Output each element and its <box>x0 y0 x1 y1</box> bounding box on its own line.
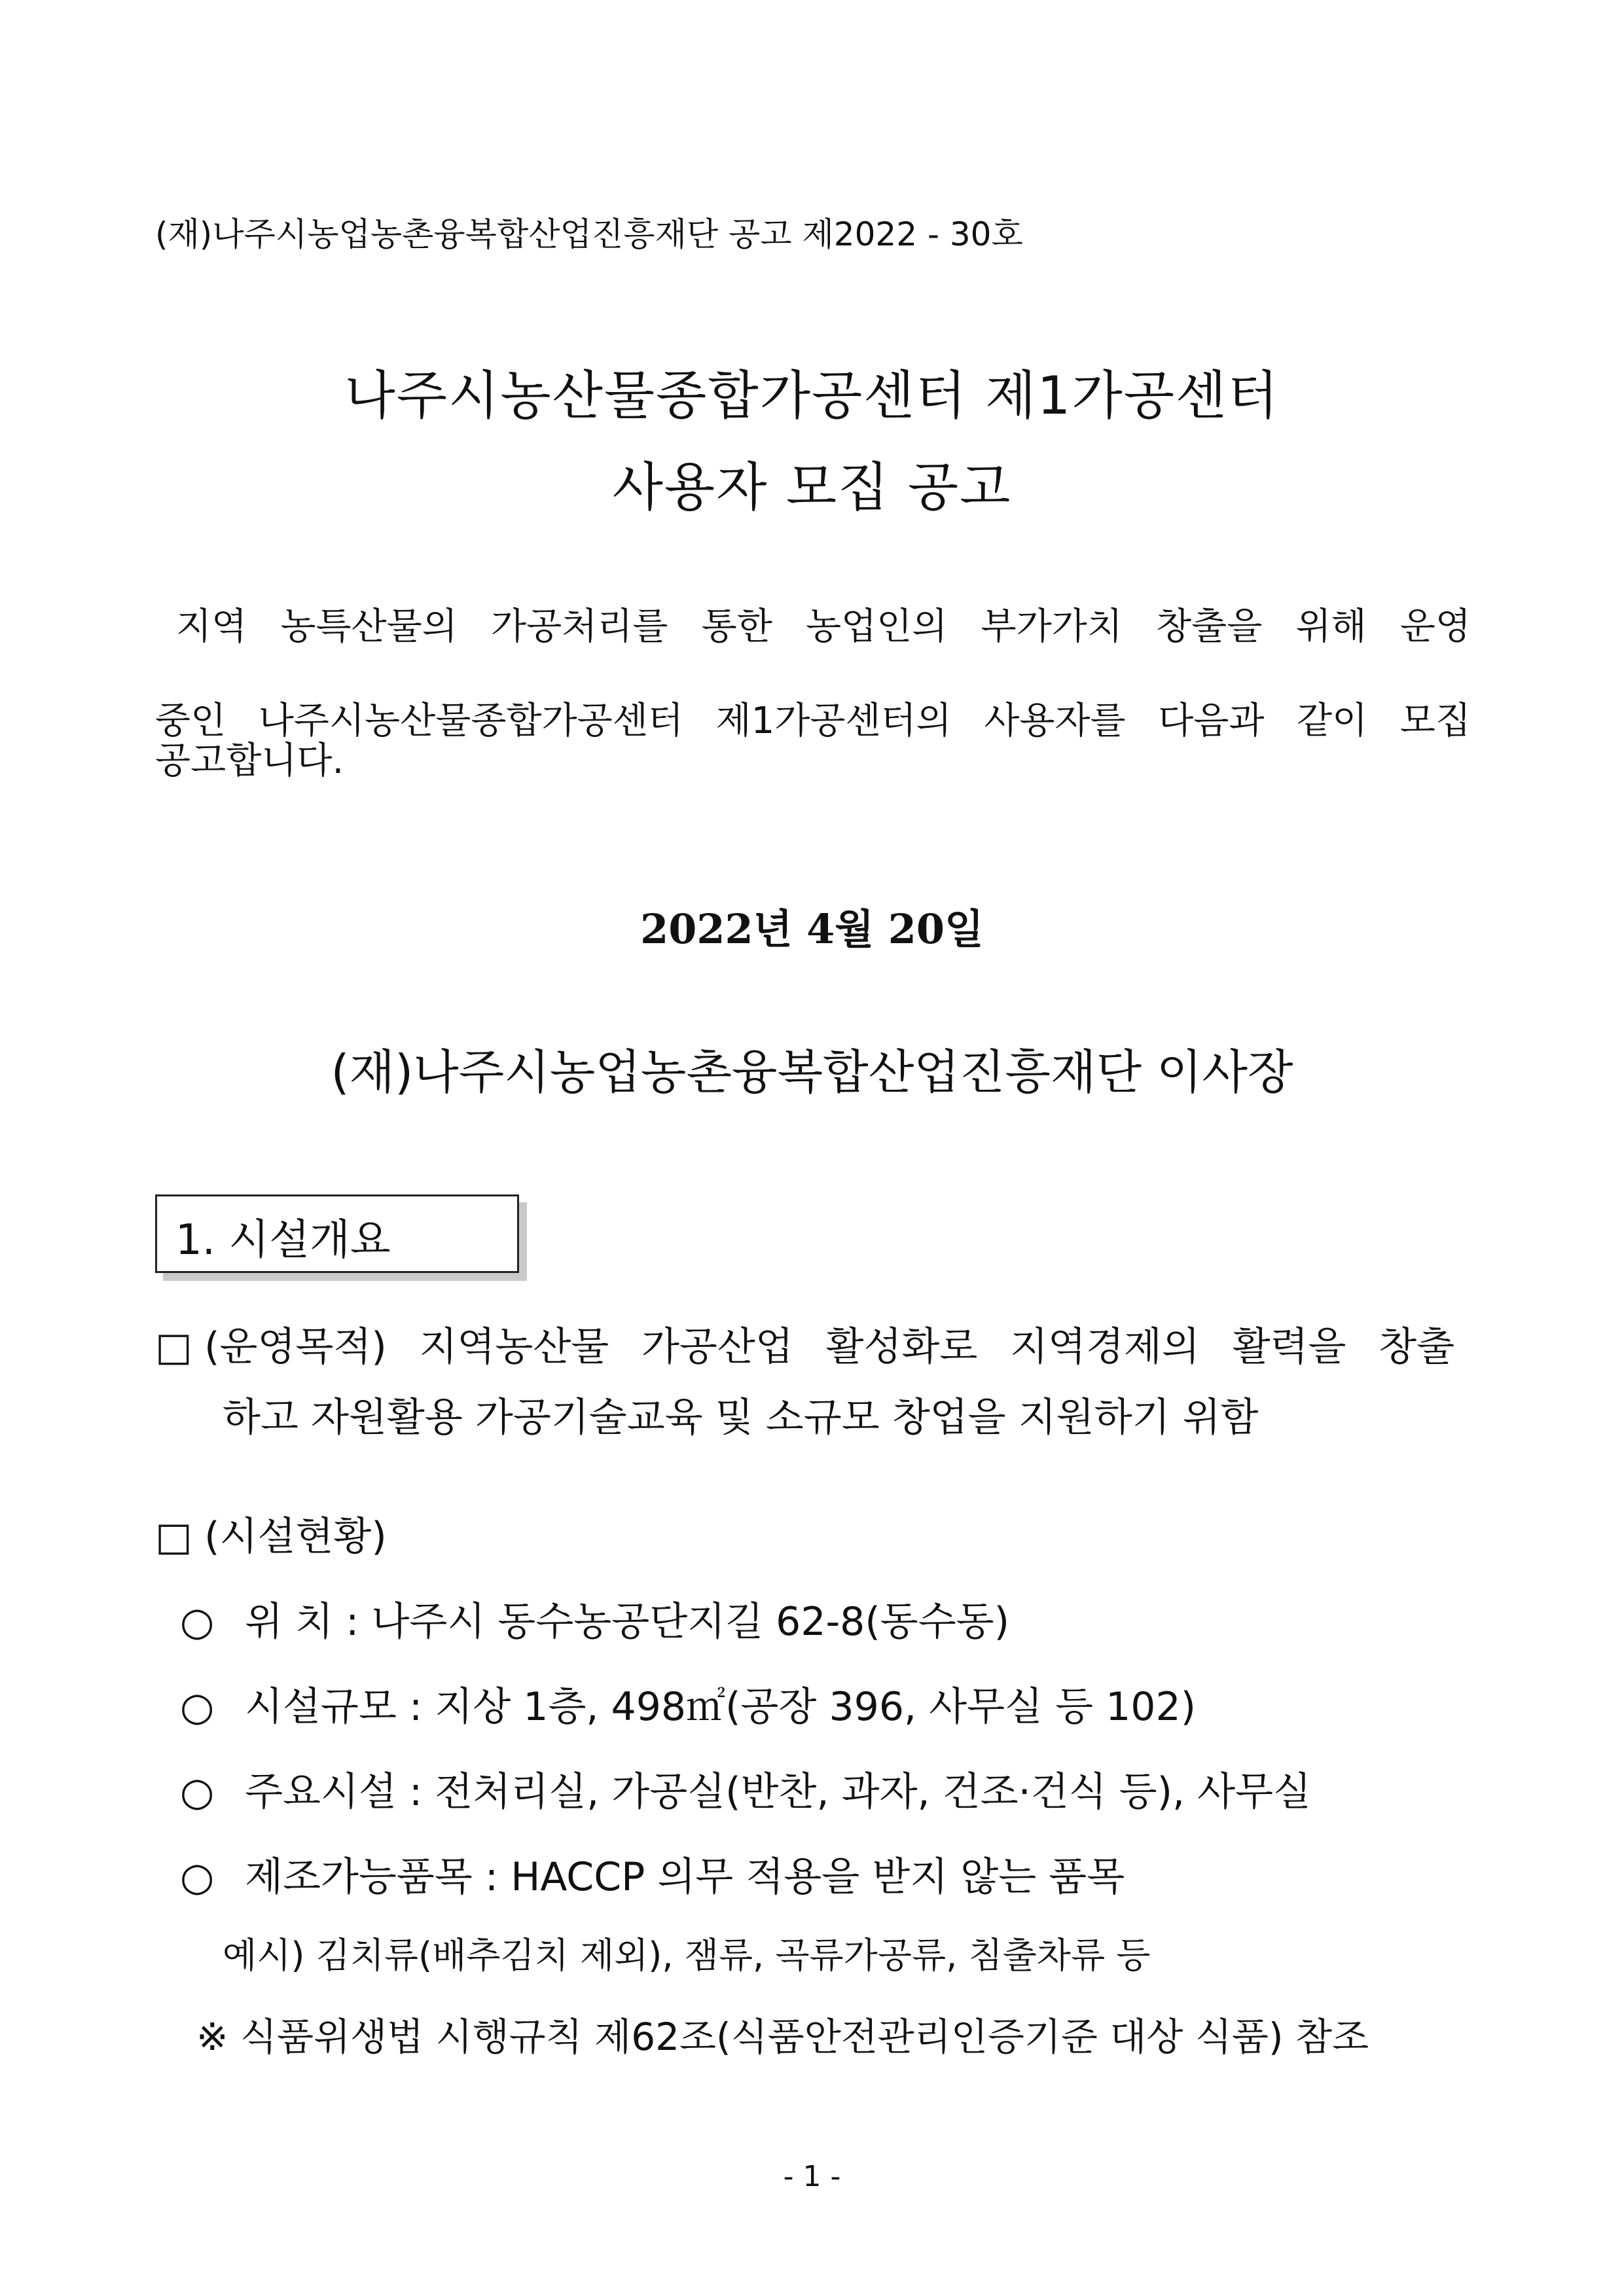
notice-number: (재)나주시농업농촌융복합산업진흥재단 공고 제2022 - 30호 <box>155 215 1023 253</box>
producible-items <box>180 1846 1125 1902</box>
purpose-line2: 하고 자원활용 가공기술교육 및 소규모 창업을 지원하기 위함 <box>223 1395 1259 1441</box>
announcement-date: 2022년 4월 20일 <box>640 905 984 953</box>
facility-scale-text: 시설규모 : 지상 1층, 498㎡(공장 396, 사무실 등 102) <box>245 1684 1197 1730</box>
status-heading <box>155 1505 387 1562</box>
facility-location <box>180 1590 1009 1647</box>
status-heading-text: (시설현황) <box>204 1514 387 1560</box>
main-facilities-text: 주요시설 : 전처리실, 가공실(반찬, 과자, 건조·건식 등), 사무실 <box>245 1769 1312 1815</box>
facility-location-text: 위 치 : 나주시 동수농공단지길 62-8(동수동) <box>245 1599 1010 1645</box>
purpose-line1 <box>155 1316 1471 1372</box>
circle-bullet-icon: ○ <box>180 1854 215 1900</box>
circle-bullet-icon: ○ <box>180 1599 215 1645</box>
issuing-organization: (재)나주시농업농촌융복합산업진흥재단 이사장 <box>331 1045 1293 1100</box>
producible-items-example: 예시) 김치류(배추김치 제외), 잼류, 곡류가공류, 침출차류 등 <box>223 1935 1151 1976</box>
legal-reference-note: ※ 식품위생법 시행규칙 제62조(식품안전관리인증기준 대상 식품) 참조 <box>196 2015 1369 2059</box>
facility-scale <box>180 1676 1196 1732</box>
document-title-line2: 사용자 모집 공고 <box>612 457 1012 518</box>
document-title-line1: 나주시농산물종합가공센터 제1가공센터 <box>344 365 1280 426</box>
intro-paragraph-line1: 지역 농특산물의 가공처리를 통한 농업인의 부가가치 창출을 위해 운영 <box>176 605 1471 648</box>
page-number: - 1 - <box>783 2160 841 2193</box>
main-facilities <box>180 1761 1311 1817</box>
circle-bullet-icon: ○ <box>180 1769 215 1815</box>
circle-bullet-icon: ○ <box>180 1684 215 1730</box>
purpose-text-line1: (운영목적) 지역농산물 가공산업 활성화로 지역경제의 활력을 창출 <box>204 1324 1455 1370</box>
intro-paragraph-line2: 중인 나주시농산물종합가공센터 제1가공센터의 사용자를 다음과 같이 모집 <box>155 700 1471 742</box>
section-heading: 1. 시설개요 <box>175 1216 391 1265</box>
checkbox-square-icon: □ <box>155 1514 192 1560</box>
intro-paragraph-line3: 공고합니다. <box>155 740 344 782</box>
producible-items-text: 제조가능품목 : HACCP 의무 적용을 받지 않는 품목 <box>245 1854 1125 1900</box>
checkbox-square-icon: □ <box>155 1324 192 1370</box>
